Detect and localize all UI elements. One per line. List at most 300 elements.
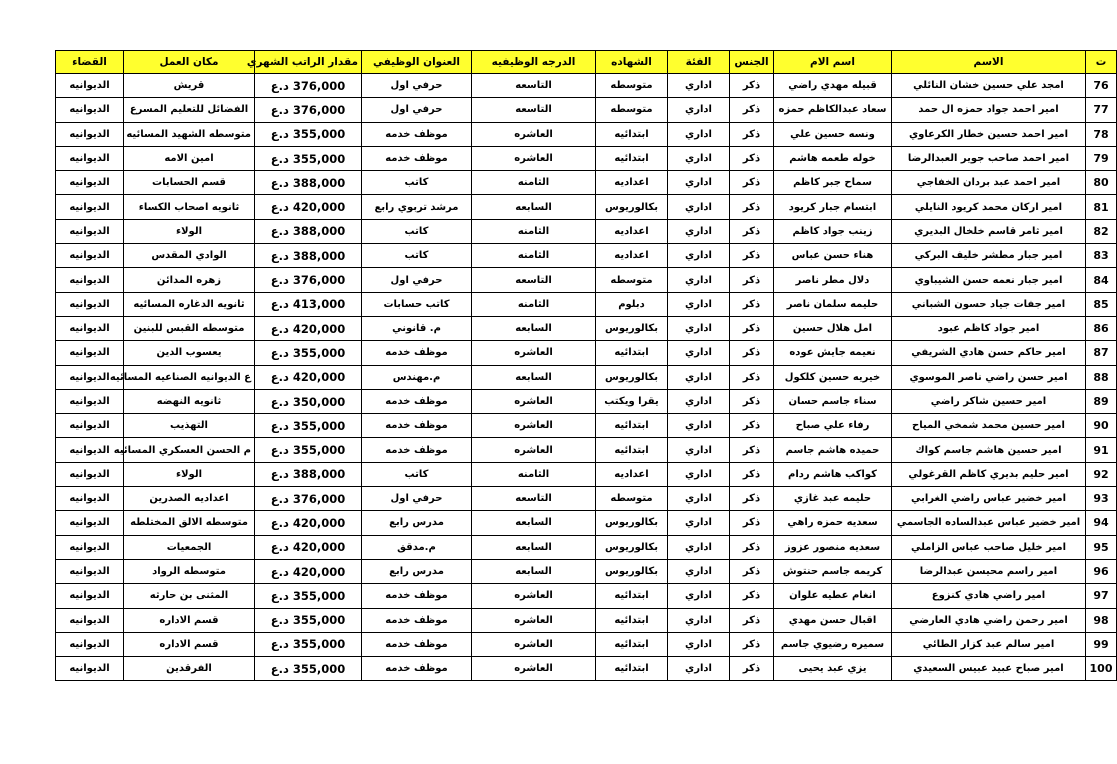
col-job-title-cell: موظف خدمه: [362, 341, 472, 365]
col-certificate-cell: اعداديه: [596, 462, 668, 486]
col-grade-cell: العاشره: [472, 632, 596, 656]
col-grade-cell: التاسعه: [472, 487, 596, 511]
col-index-cell: 84: [1086, 268, 1117, 292]
col-salary-cell: 350,000 د.ع: [255, 389, 362, 413]
col-salary-cell: 355,000 د.ع: [255, 122, 362, 146]
table-row: [56, 487, 1117, 511]
header-salary: مقدار الراتب الشهري: [255, 51, 362, 74]
col-salary-cell: 388,000 د.ع: [255, 244, 362, 268]
col-job-title-cell: كاتب: [362, 219, 472, 243]
col-grade-cell: السابعه: [472, 559, 596, 583]
col-salary-cell: 355,000 د.ع: [255, 632, 362, 656]
col-name-cell: امير احمد صاحب جوير العبدالرضا: [892, 146, 1086, 170]
col-index-cell: 92: [1086, 462, 1117, 486]
header-grade: الدرجه الوظيفيه: [472, 51, 596, 74]
col-category-cell: اداري: [668, 146, 730, 170]
table-row: [56, 219, 1117, 243]
col-name-cell: امير احمد عبد بردان الخفاجي: [892, 171, 1086, 195]
col-salary-cell: 355,000 د.ع: [255, 584, 362, 608]
col-grade-cell: العاشره: [472, 438, 596, 462]
col-mother-name-cell: نعيمه جايش عوده: [774, 341, 892, 365]
col-salary-cell: 376,000 د.ع: [255, 74, 362, 98]
col-district-cell: الديوانيه: [56, 608, 124, 632]
col-mother-name-cell: دلال مطر ناصر: [774, 268, 892, 292]
col-name-cell: امير احمد جواد حمزه ال حمد: [892, 98, 1086, 122]
table-row: [56, 511, 1117, 535]
col-gender-cell: ذكر: [730, 584, 774, 608]
table-row: [56, 608, 1117, 632]
col-mother-name-cell: سعديه حمزه راهي: [774, 511, 892, 535]
col-workplace-cell: متوسطه الشهيد المسائيه: [124, 122, 255, 146]
header-row: [56, 51, 1117, 74]
col-index-cell: 95: [1086, 535, 1117, 559]
col-job-title-cell: مدرس رابع: [362, 559, 472, 583]
col-district-cell: الديوانيه: [56, 535, 124, 559]
col-name-cell: امير حسين شاكر راضي: [892, 389, 1086, 413]
col-workplace-cell: قسم الحسابات: [124, 171, 255, 195]
col-workplace-cell: ثانويه النهضه: [124, 389, 255, 413]
col-workplace-cell: متوسطه القبس للبنين: [124, 316, 255, 340]
col-grade-cell: السابعه: [472, 365, 596, 389]
col-workplace-cell: متوسطه الرواد: [124, 559, 255, 583]
col-grade-cell: السابعه: [472, 535, 596, 559]
table-row: [56, 268, 1117, 292]
col-mother-name-cell: يزي عبد يحيى: [774, 657, 892, 681]
col-mother-name-cell: ابتسام جبار كريود: [774, 195, 892, 219]
col-index-cell: 76: [1086, 74, 1117, 98]
col-category-cell: اداري: [668, 657, 730, 681]
col-mother-name-cell: حليمه سلمان ناصر: [774, 292, 892, 316]
col-certificate-cell: بكالوريوس: [596, 511, 668, 535]
col-category-cell: اداري: [668, 632, 730, 656]
col-salary-cell: 420,000 د.ع: [255, 316, 362, 340]
col-name-cell: امجد علي حسين خشان النائلي: [892, 74, 1086, 98]
col-certificate-cell: اعداديه: [596, 219, 668, 243]
col-grade-cell: الثامنه: [472, 219, 596, 243]
table-row: [56, 292, 1117, 316]
header-index: ت: [1086, 51, 1117, 74]
col-name-cell: امير جبار نعمه حسن الشيباوي: [892, 268, 1086, 292]
col-job-title-cell: موظف خدمه: [362, 584, 472, 608]
col-name-cell: امير حسن راضي ناصر الموسوي: [892, 365, 1086, 389]
col-workplace-cell: م الحسن العسكري المسائيه: [124, 438, 255, 462]
col-index-cell: 85: [1086, 292, 1117, 316]
col-mother-name-cell: رفاء علي صباح: [774, 414, 892, 438]
col-salary-cell: 376,000 د.ع: [255, 98, 362, 122]
col-mother-name-cell: حليمه عبد غازي: [774, 487, 892, 511]
header-workplace: مكان العمل: [124, 51, 255, 74]
col-index-cell: 98: [1086, 608, 1117, 632]
col-district-cell: الديوانيه: [56, 74, 124, 98]
col-category-cell: اداري: [668, 414, 730, 438]
col-name-cell: امير سالم عبد كزار الطائي: [892, 632, 1086, 656]
col-certificate-cell: بكالوريوس: [596, 535, 668, 559]
col-salary-cell: 355,000 د.ع: [255, 414, 362, 438]
col-category-cell: اداري: [668, 535, 730, 559]
col-grade-cell: العاشره: [472, 608, 596, 632]
col-gender-cell: ذكر: [730, 438, 774, 462]
col-job-title-cell: م.مهندس: [362, 365, 472, 389]
col-gender-cell: ذكر: [730, 535, 774, 559]
col-gender-cell: ذكر: [730, 365, 774, 389]
col-gender-cell: ذكر: [730, 462, 774, 486]
header-job-title: العنوان الوظيفي: [362, 51, 472, 74]
col-gender-cell: ذكر: [730, 171, 774, 195]
col-mother-name-cell: سعديه منصور عزوز: [774, 535, 892, 559]
col-district-cell: الديوانيه: [56, 195, 124, 219]
col-gender-cell: ذكر: [730, 292, 774, 316]
col-gender-cell: ذكر: [730, 122, 774, 146]
col-district-cell: الديوانيه: [56, 584, 124, 608]
col-category-cell: اداري: [668, 559, 730, 583]
table-row: [56, 98, 1117, 122]
col-job-title-cell: كاتب: [362, 244, 472, 268]
table-row: [56, 632, 1117, 656]
col-grade-cell: الثامنه: [472, 292, 596, 316]
col-index-cell: 87: [1086, 341, 1117, 365]
table-row: [56, 462, 1117, 486]
col-certificate-cell: ابتدائيه: [596, 341, 668, 365]
header-category: الفئة: [668, 51, 730, 74]
col-index-cell: 82: [1086, 219, 1117, 243]
table-row: [56, 389, 1117, 413]
col-job-title-cell: م.مدقق: [362, 535, 472, 559]
col-category-cell: اداري: [668, 98, 730, 122]
col-category-cell: اداري: [668, 365, 730, 389]
col-district-cell: الديوانيه: [56, 632, 124, 656]
col-category-cell: اداري: [668, 584, 730, 608]
col-district-cell: الديوانيه: [56, 438, 124, 462]
col-certificate-cell: يقرا ويكتب: [596, 389, 668, 413]
col-certificate-cell: ابتدائيه: [596, 632, 668, 656]
col-district-cell: الديوانيه: [56, 511, 124, 535]
col-index-cell: 99: [1086, 632, 1117, 656]
col-salary-cell: 420,000 د.ع: [255, 365, 362, 389]
col-category-cell: اداري: [668, 511, 730, 535]
col-salary-cell: 388,000 د.ع: [255, 462, 362, 486]
col-gender-cell: ذكر: [730, 98, 774, 122]
col-certificate-cell: اعداديه: [596, 171, 668, 195]
col-name-cell: امير حاكم حسن هادي الشريفي: [892, 341, 1086, 365]
col-workplace-cell: المثنى بن حارثه: [124, 584, 255, 608]
col-workplace-cell: يعسوب الدين: [124, 341, 255, 365]
col-gender-cell: ذكر: [730, 341, 774, 365]
table-row: [56, 316, 1117, 340]
col-name-cell: امير خليل صاحب عباس الزاملي: [892, 535, 1086, 559]
col-district-cell: الديوانيه: [56, 414, 124, 438]
col-gender-cell: ذكر: [730, 559, 774, 583]
col-district-cell: الديوانيه: [56, 268, 124, 292]
col-grade-cell: العاشره: [472, 414, 596, 438]
col-salary-cell: 355,000 د.ع: [255, 341, 362, 365]
col-salary-cell: 355,000 د.ع: [255, 608, 362, 632]
col-certificate-cell: ابتدائيه: [596, 414, 668, 438]
col-gender-cell: ذكر: [730, 195, 774, 219]
col-name-cell: امير حليم بديري كاظم القرغولي: [892, 462, 1086, 486]
col-workplace-cell: قسم الاداره: [124, 608, 255, 632]
col-workplace-cell: الفرقدين: [124, 657, 255, 681]
col-workplace-cell: امين الامه: [124, 146, 255, 170]
col-gender-cell: ذكر: [730, 146, 774, 170]
col-index-cell: 93: [1086, 487, 1117, 511]
col-job-title-cell: مرشد تربوي رابع: [362, 195, 472, 219]
col-district-cell: الديوانيه: [56, 341, 124, 365]
col-certificate-cell: بكالوريوس: [596, 195, 668, 219]
col-salary-cell: 420,000 د.ع: [255, 195, 362, 219]
col-workplace-cell: ع الديوانيه الصناعيه المسائيه: [124, 365, 255, 389]
col-certificate-cell: بكالوريوس: [596, 316, 668, 340]
col-job-title-cell: موظف خدمه: [362, 632, 472, 656]
col-workplace-cell: متوسطه الالق المختلطه: [124, 511, 255, 535]
col-salary-cell: 420,000 د.ع: [255, 559, 362, 583]
col-mother-name-cell: سعاد عبدالكاظم حمزه: [774, 98, 892, 122]
table-row: [56, 171, 1117, 195]
employee-table: [55, 50, 1117, 681]
table-row: [56, 122, 1117, 146]
table-row: [56, 74, 1117, 98]
col-category-cell: اداري: [668, 316, 730, 340]
col-category-cell: اداري: [668, 341, 730, 365]
header-certificate: الشهاده: [596, 51, 668, 74]
col-grade-cell: السابعه: [472, 316, 596, 340]
col-category-cell: اداري: [668, 171, 730, 195]
col-category-cell: اداري: [668, 438, 730, 462]
table-row: [56, 146, 1117, 170]
col-grade-cell: السابعه: [472, 511, 596, 535]
col-mother-name-cell: قبيله مهدي راضي: [774, 74, 892, 98]
col-index-cell: 96: [1086, 559, 1117, 583]
col-mother-name-cell: اقبال حسن مهدي: [774, 608, 892, 632]
col-job-title-cell: موظف خدمه: [362, 389, 472, 413]
col-job-title-cell: حرفي اول: [362, 268, 472, 292]
col-mother-name-cell: حميده هاشم جاسم: [774, 438, 892, 462]
col-certificate-cell: ابتدائيه: [596, 122, 668, 146]
table-row: [56, 559, 1117, 583]
col-district-cell: الديوانيه: [56, 98, 124, 122]
col-index-cell: 89: [1086, 389, 1117, 413]
col-mother-name-cell: هناء حسن عباس: [774, 244, 892, 268]
col-index-cell: 78: [1086, 122, 1117, 146]
col-certificate-cell: بكالوريوس: [596, 365, 668, 389]
col-workplace-cell: الولاء: [124, 219, 255, 243]
col-mother-name-cell: ونسه حسين علي: [774, 122, 892, 146]
col-workplace-cell: ثانويه الدغاره المسائيه: [124, 292, 255, 316]
col-mother-name-cell: كريمه جاسم حنتوش: [774, 559, 892, 583]
header-gender: الجنس: [730, 51, 774, 74]
col-workplace-cell: الفضائل للتعليم المسرع: [124, 98, 255, 122]
col-district-cell: الديوانيه: [56, 316, 124, 340]
col-job-title-cell: حرفي اول: [362, 74, 472, 98]
col-name-cell: امير راضي هادي كنزوع: [892, 584, 1086, 608]
col-gender-cell: ذكر: [730, 268, 774, 292]
col-workplace-cell: اعداديه الصدرين: [124, 487, 255, 511]
col-district-cell: الديوانيه: [56, 559, 124, 583]
col-district-cell: الديوانيه: [56, 122, 124, 146]
col-gender-cell: ذكر: [730, 414, 774, 438]
table-row: [56, 657, 1117, 681]
col-category-cell: اداري: [668, 74, 730, 98]
col-grade-cell: العاشره: [472, 657, 596, 681]
col-name-cell: امير خضير عباس عبدالساده الجاسمي: [892, 511, 1086, 535]
col-district-cell: الديوانيه: [56, 365, 124, 389]
col-job-title-cell: موظف خدمه: [362, 608, 472, 632]
col-job-title-cell: حرفي اول: [362, 487, 472, 511]
col-workplace-cell: زهره المدائن: [124, 268, 255, 292]
col-certificate-cell: دبلوم: [596, 292, 668, 316]
col-grade-cell: العاشره: [472, 389, 596, 413]
col-salary-cell: 388,000 د.ع: [255, 171, 362, 195]
table-row: [56, 195, 1117, 219]
col-gender-cell: ذكر: [730, 219, 774, 243]
col-mother-name-cell: خوله طعمه هاشم: [774, 146, 892, 170]
col-category-cell: اداري: [668, 195, 730, 219]
col-district-cell: الديوانيه: [56, 244, 124, 268]
col-salary-cell: 355,000 د.ع: [255, 438, 362, 462]
col-category-cell: اداري: [668, 122, 730, 146]
col-index-cell: 88: [1086, 365, 1117, 389]
col-mother-name-cell: خيريه حسين كلكول: [774, 365, 892, 389]
col-mother-name-cell: سماح جبر كاظم: [774, 171, 892, 195]
col-job-title-cell: كاتب: [362, 171, 472, 195]
table-body: [56, 74, 1117, 681]
col-category-cell: اداري: [668, 219, 730, 243]
table-row: [56, 244, 1117, 268]
col-gender-cell: ذكر: [730, 608, 774, 632]
col-mother-name-cell: سناء جاسم حسان: [774, 389, 892, 413]
col-name-cell: امير صباح عبيد عبيس السعيدي: [892, 657, 1086, 681]
col-workplace-cell: الجمعيات: [124, 535, 255, 559]
col-gender-cell: ذكر: [730, 657, 774, 681]
col-index-cell: 90: [1086, 414, 1117, 438]
col-workplace-cell: الوادي المقدس: [124, 244, 255, 268]
col-category-cell: اداري: [668, 462, 730, 486]
col-certificate-cell: ابتدائيه: [596, 584, 668, 608]
col-grade-cell: التاسعه: [472, 74, 596, 98]
col-gender-cell: ذكر: [730, 487, 774, 511]
col-grade-cell: العاشره: [472, 122, 596, 146]
col-name-cell: امير حسين محمد شمخي المياح: [892, 414, 1086, 438]
col-gender-cell: ذكر: [730, 511, 774, 535]
col-salary-cell: 355,000 د.ع: [255, 146, 362, 170]
col-certificate-cell: متوسطه: [596, 98, 668, 122]
col-workplace-cell: التهذيب: [124, 414, 255, 438]
col-index-cell: 97: [1086, 584, 1117, 608]
col-grade-cell: الثامنه: [472, 462, 596, 486]
col-name-cell: امير جفات جياد حسون الشباني: [892, 292, 1086, 316]
col-grade-cell: السابعه: [472, 195, 596, 219]
col-job-title-cell: موظف خدمه: [362, 414, 472, 438]
col-certificate-cell: متوسطه: [596, 268, 668, 292]
col-mother-name-cell: امل هلال حسين: [774, 316, 892, 340]
col-job-title-cell: موظف خدمه: [362, 122, 472, 146]
col-name-cell: امير احمد حسين خطار الكرعاوي: [892, 122, 1086, 146]
col-mother-name-cell: كواكب هاشم ردام: [774, 462, 892, 486]
col-grade-cell: العاشره: [472, 584, 596, 608]
col-gender-cell: ذكر: [730, 244, 774, 268]
col-grade-cell: الثامنه: [472, 171, 596, 195]
table-row: [56, 438, 1117, 462]
col-salary-cell: 420,000 د.ع: [255, 535, 362, 559]
col-index-cell: 94: [1086, 511, 1117, 535]
col-district-cell: الديوانيه: [56, 219, 124, 243]
col-name-cell: امير ثامر قاسم خلخال البديري: [892, 219, 1086, 243]
col-index-cell: 81: [1086, 195, 1117, 219]
col-job-title-cell: كاتب: [362, 462, 472, 486]
col-workplace-cell: الولاء: [124, 462, 255, 486]
table-row: [56, 341, 1117, 365]
col-district-cell: الديوانيه: [56, 389, 124, 413]
col-mother-name-cell: زينب جواد كاظم: [774, 219, 892, 243]
col-gender-cell: ذكر: [730, 632, 774, 656]
col-index-cell: 100: [1086, 657, 1117, 681]
col-certificate-cell: متوسطه: [596, 487, 668, 511]
col-index-cell: 77: [1086, 98, 1117, 122]
table-header: [56, 51, 1117, 74]
col-category-cell: اداري: [668, 487, 730, 511]
col-category-cell: اداري: [668, 268, 730, 292]
col-certificate-cell: ابتدائيه: [596, 608, 668, 632]
col-salary-cell: 413,000 د.ع: [255, 292, 362, 316]
col-gender-cell: ذكر: [730, 316, 774, 340]
col-workplace-cell: قريش: [124, 74, 255, 98]
col-certificate-cell: متوسطه: [596, 74, 668, 98]
header-name: الاسم: [892, 51, 1086, 74]
col-index-cell: 86: [1086, 316, 1117, 340]
col-grade-cell: التاسعه: [472, 268, 596, 292]
col-job-title-cell: موظف خدمه: [362, 657, 472, 681]
table-row: [56, 365, 1117, 389]
col-index-cell: 83: [1086, 244, 1117, 268]
col-name-cell: امير جواد كاظم عبود: [892, 316, 1086, 340]
col-certificate-cell: اعداديه: [596, 244, 668, 268]
header-mother-name: اسم الام: [774, 51, 892, 74]
col-grade-cell: التاسعه: [472, 98, 596, 122]
col-mother-name-cell: سميره رضيوي جاسم: [774, 632, 892, 656]
col-mother-name-cell: انغام عطيه علوان: [774, 584, 892, 608]
col-job-title-cell: م. قانوني: [362, 316, 472, 340]
col-district-cell: الديوانيه: [56, 657, 124, 681]
col-name-cell: امير جبار مطشر خليف البركي: [892, 244, 1086, 268]
col-district-cell: الديوانيه: [56, 487, 124, 511]
col-index-cell: 91: [1086, 438, 1117, 462]
col-salary-cell: 355,000 د.ع: [255, 657, 362, 681]
col-category-cell: اداري: [668, 608, 730, 632]
header-district: القضاء: [56, 51, 124, 74]
col-certificate-cell: ابتدائيه: [596, 438, 668, 462]
col-name-cell: امير خضير عباس راضي الغرابي: [892, 487, 1086, 511]
col-job-title-cell: مدرس رابع: [362, 511, 472, 535]
col-name-cell: امير راسم محيسن عبدالرضا: [892, 559, 1086, 583]
col-workplace-cell: ثانويه اصحاب الكساء: [124, 195, 255, 219]
col-job-title-cell: كاتب حسابات: [362, 292, 472, 316]
col-name-cell: امير اركان محمد كريود النايلي: [892, 195, 1086, 219]
col-salary-cell: 388,000 د.ع: [255, 219, 362, 243]
col-district-cell: الديوانيه: [56, 462, 124, 486]
col-grade-cell: العاشره: [472, 341, 596, 365]
col-name-cell: امير رحمن راضي هادي العارضي: [892, 608, 1086, 632]
col-district-cell: الديوانيه: [56, 146, 124, 170]
table-row: [56, 535, 1117, 559]
col-salary-cell: 420,000 د.ع: [255, 511, 362, 535]
col-district-cell: الديوانيه: [56, 292, 124, 316]
col-job-title-cell: موظف خدمه: [362, 146, 472, 170]
col-category-cell: اداري: [668, 389, 730, 413]
col-grade-cell: الثامنه: [472, 244, 596, 268]
col-category-cell: اداري: [668, 244, 730, 268]
col-certificate-cell: ابتدائيه: [596, 657, 668, 681]
col-district-cell: الديوانيه: [56, 171, 124, 195]
col-salary-cell: 376,000 د.ع: [255, 487, 362, 511]
